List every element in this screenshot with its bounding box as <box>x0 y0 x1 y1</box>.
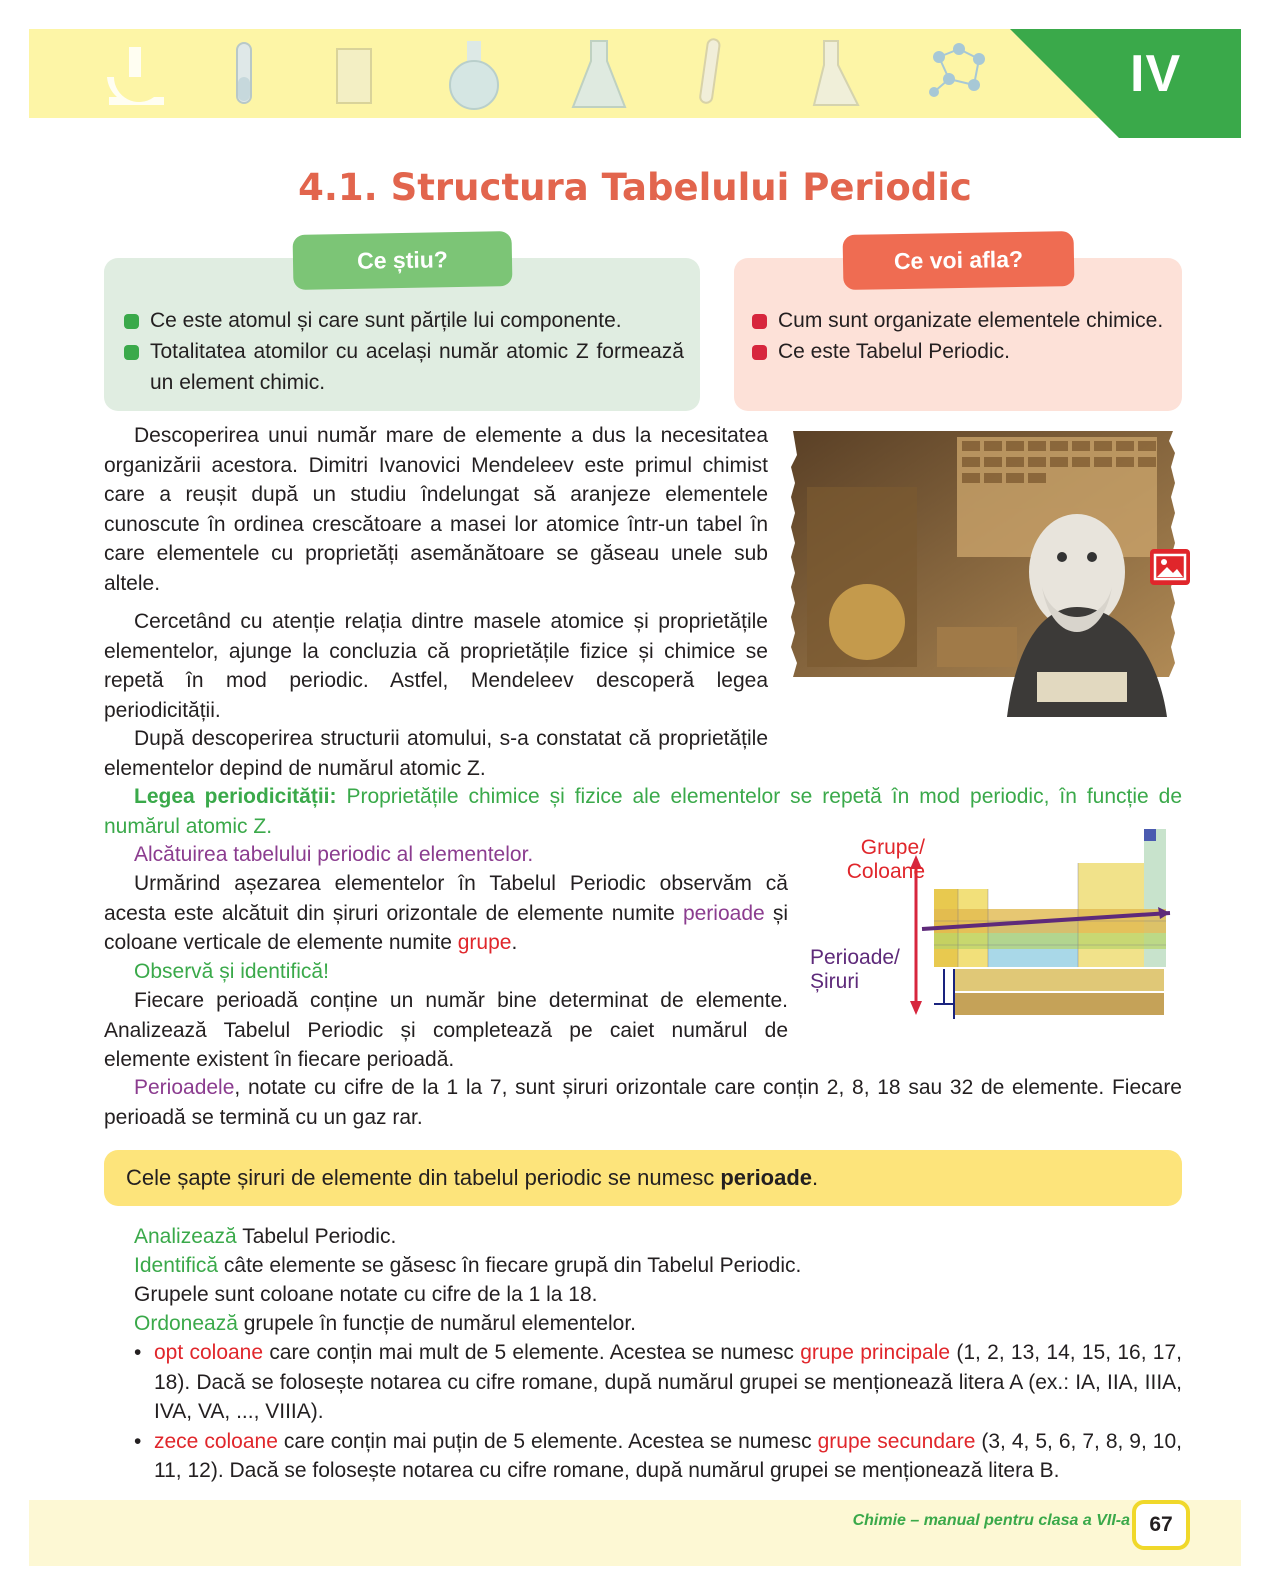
list-text: care conțin mai puțin de 5 elemente. Acestea se numesc <box>277 1429 818 1453</box>
list-item: Totalitatea atomilor cu același număr atomic Z formează un element chimic. <box>124 336 684 398</box>
task-text: câte elemente se găsesc în fiecare grupă din Tabelul Periodic. <box>218 1254 802 1277</box>
definition-text: Cele șapte șiruri de elemente din tabelul periodic se numesc <box>126 1165 721 1190</box>
round-flask-icon <box>439 37 509 113</box>
structure-text-end: . <box>511 931 518 954</box>
list-item <box>134 1427 1182 1486</box>
list-item: Ce este Tabelul Periodic. <box>752 336 1170 367</box>
secondary-groups-count: zece coloane <box>154 1429 278 1453</box>
chapter-number: IV <box>1130 45 1182 103</box>
atom-structure-paragraph: După descoperirea structurii atomului, s-a constatat că proprietățile elementelor depind de numărul atomic Z. <box>104 727 768 780</box>
periods-text: , notate cu cifre de la 1 la 7, sunt șiruri orizontale care conțin 2, 8, 18 sau 32 de elemente. Fiecare perioadă se termină cu un gaz rar. <box>104 1076 1182 1129</box>
intro-paragraph: Descoperirea unui număr mare de elemente a dus la necesitatea organizării acestora. Dimitri Ivanovici Mendeleev este primul chimist care a reușit după un studiu îndelungat să aranjeze elementele cunoscute în ordinea crescătoare a masei lor atomice într-un tabel în care elementele cu proprietăți asemănătoare se găseau unele sub altele. <box>104 424 768 595</box>
periods-paragraph <box>104 1073 1182 1132</box>
thermometer-icon <box>689 37 729 117</box>
know-heading: Ce știu? <box>293 231 513 290</box>
task-verb: Analizează <box>134 1225 237 1248</box>
table-structure-heading: Alcătuirea tabelului periodic al elementelor. <box>134 843 534 866</box>
research-paragraph: Cercetând cu atenție relația dintre masele atomice și proprietățile elementelor, ajunge la concluzia că proprietățile fizice și chimice se repetă în mod periodic. Astfel, Mendeleev descoperă legea periodicității. <box>104 610 768 722</box>
secondary-groups-term: grupe secundare <box>817 1429 976 1453</box>
task-identify <box>104 1251 1182 1281</box>
observe-heading: Observă și identifică! <box>134 960 329 983</box>
periods-rows-label: Perioade/ Șiruri <box>810 946 900 993</box>
learn-list <box>752 305 1170 367</box>
list-item: Ce este atomul și care sunt părțile lui componente. <box>124 305 684 336</box>
definition-end: . <box>812 1165 819 1190</box>
periodic-law-label: Legea periodicității: <box>134 785 337 808</box>
test-tube-icon <box>229 37 259 113</box>
mendeleev-stamp-image <box>787 427 1179 719</box>
periods-label: Perioadele <box>134 1076 235 1099</box>
groups-numbering: Grupele sunt coloane notate cu cifre de la 1 la 18. <box>134 1283 598 1306</box>
period-count-paragraph: Fiecare perioadă conține un număr bine determinat de elemente. Analizează Tabelul Periodic și completează pe caiet numărul de elemente existent în fiecare perioadă. <box>104 989 788 1071</box>
page-number: 67 <box>1132 1500 1190 1550</box>
microscope-icon <box>99 37 169 113</box>
groups-term: grupe <box>457 931 512 954</box>
groups-columns-label: Grupe/ Coloane <box>846 836 925 883</box>
periodic-law-text: Proprietățile chimice și fizice ale elementelor se repetă în mod periodic, în funcție de numărul atomic Z. <box>104 785 1183 838</box>
structure-text: Urmărind așezarea elementelor în Tabelul Periodic observăm că acesta este alcătuit din șiruri orizontale de elemente numite <box>104 872 788 925</box>
task-text: Tabelul Periodic. <box>236 1225 397 1248</box>
list-item <box>134 1338 1182 1427</box>
list-text: (1, 2, 13, 14, 15, 16, 17, 18). Dacă se folosește notarea cu cifre romane, după numărul grupei se menționează litera A (ex.: IA, IIA, IIIA, IVA, VA, ..., VIIIA). <box>154 1341 1183 1423</box>
group-types-list <box>134 1338 1182 1486</box>
task-verb: Ordonează <box>134 1312 238 1335</box>
gallery-icon[interactable] <box>1150 549 1190 585</box>
structure-text-2: și coloane verticale de elemente numite <box>104 901 789 954</box>
list-text: care conțin mai mult de 5 elemente. Acestea se numesc <box>263 1341 801 1364</box>
list-item: Cum sunt organizate elementele chimice. <box>752 305 1170 336</box>
book-title: Chimie – manual pentru clasa a VII-a <box>852 1512 1130 1529</box>
know-list <box>124 305 684 398</box>
molecule-icon <box>919 37 999 107</box>
list-text: (3, 4, 5, 6, 7, 8, 9, 10, 11, 12). Dacă se folosește notarea cu cifre romane, după numărul grupei se menționează litera B. <box>154 1429 1182 1482</box>
header-icons <box>29 29 1029 118</box>
footer-band <box>29 1500 1241 1566</box>
task-verb: Identifică <box>134 1254 219 1277</box>
task-analyze <box>104 1222 1182 1252</box>
page-title: 4.1. Structura Tabelului Periodic <box>298 166 972 209</box>
main-groups-count: opt coloane <box>154 1341 264 1364</box>
learn-heading: Ce voi afla? <box>843 231 1075 290</box>
task-order <box>104 1309 1182 1339</box>
beaker-icon <box>329 37 379 113</box>
definition-term: perioade <box>720 1165 813 1190</box>
periods-term: perioade <box>682 901 765 925</box>
main-groups-term: grupe principale <box>800 1341 951 1364</box>
conical-flask-icon <box>804 37 864 113</box>
periods-definition-box <box>104 1150 1182 1206</box>
structure-paragraph <box>104 869 788 958</box>
task-text: grupele în funcție de numărul elementelor. <box>237 1312 636 1335</box>
erlenmeyer-flask-icon <box>569 37 629 113</box>
